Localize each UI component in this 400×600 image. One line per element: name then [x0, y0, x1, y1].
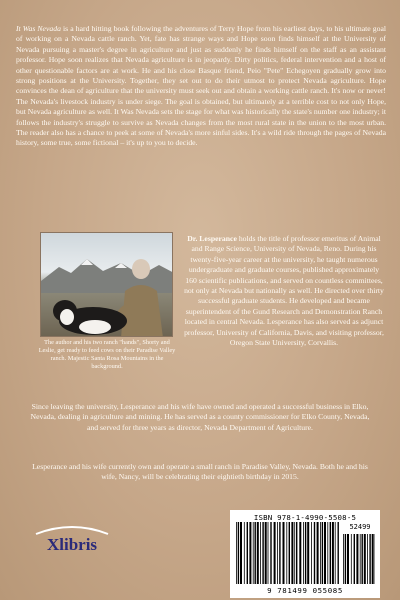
- xlibris-logo: [32, 524, 112, 558]
- author-career-paragraph: Since leaving the university, Lesperance and his wife have owned and operated a successful business in Elko, Nevada, dealing in agriculture and mining. He has served as a county commissioner for Elko County, Nevada, and served for three years as director, Nevada Department of Agriculture.: [30, 402, 370, 432]
- dog-figure: [51, 291, 131, 337]
- price-code: 52499: [349, 523, 371, 531]
- bio-text: holds the title of professor emeritus of Animal and Range Science, University of Nevada, Reno. During his twenty-five-year career at the university, he taught numerous undergraduate and graduate courses, published approximately 160 scientific publications, and served on countless committees, not only at Nevada but nationally as well. He directed over thirty successful graduate students. He developed and became superintendent of the Gund Research and Demonstration Ranch located in central Nevada. Lesperance has also served as adjunct professor, University of California, Davis, and visiting professor, Oregon State University, Corvallis.: [184, 234, 384, 348]
- author-name: Dr. Lesperance: [187, 234, 237, 243]
- isbn-barcode: [230, 510, 380, 598]
- isbn-label: ISBN 978-1-4990-5508-5: [253, 513, 357, 522]
- author-bio: [184, 234, 384, 348]
- ean-bars: [236, 522, 340, 584]
- book-title: It Was Nevada: [16, 24, 61, 33]
- back-cover-blurb: [16, 24, 386, 149]
- author-photo: [40, 232, 173, 337]
- author-ranch-paragraph: Lesperance and his wife currently own and operate a small ranch in Paradise Valley, Nevada. Both he and his wife, Nancy, will be celebrating their eightieth birthday in 2015.: [32, 462, 368, 482]
- ean-number: 9 781499 055085: [267, 586, 343, 595]
- blurb-text: is a hard hitting book following the adventures of Terry Hope from his earliest days, to his ultimate goal of working on a Nevada cattle ranch. Yet, fate has strange ways and Hope soon finds himself at the University of Nevada pursuing a master's degree in agriculture and just as suddenly he finds himself on the staff as an assistant professor. Hope soon realizes that Nevada agriculture is in jeopardy. Dirty politics, federal intervention and a host of other questionable factors are at work. He and his close Basque friend, Peio "Pete" Echegoyen gradually grow into strong positions at the University. Together, they set out to do their utmost to protect Nevada agriculture. Hope convinces the dean of agriculture that the university must seek out and obtain a working cattle ranch. It's now or never! The Nevada's livestock industry is under siege. The goal is obtained, but ultimately at a terrible cost to not only Hope, but Nevada agriculture as well. It Was Nevada sets the stage for what was historically the state's number one industry; it follows the industry's struggle to survive as Nevada changes from the most rural state in the union to the most urban. The reader also has a chance to peek at some of Nevada's more sinful sides. It's a wild ride through the pages of Nevada history, some true, some fictional – it's up to you to decide.: [16, 24, 386, 148]
- logo-text: Xlibris: [46, 535, 98, 554]
- photo-caption: The author and his two ranch "hands", Shorty and Leslie, get ready to feed cows on their Paradise Valley ranch. Majestic Santa Rosa Mountains in the background.: [38, 339, 176, 370]
- addon-bars: [343, 534, 375, 584]
